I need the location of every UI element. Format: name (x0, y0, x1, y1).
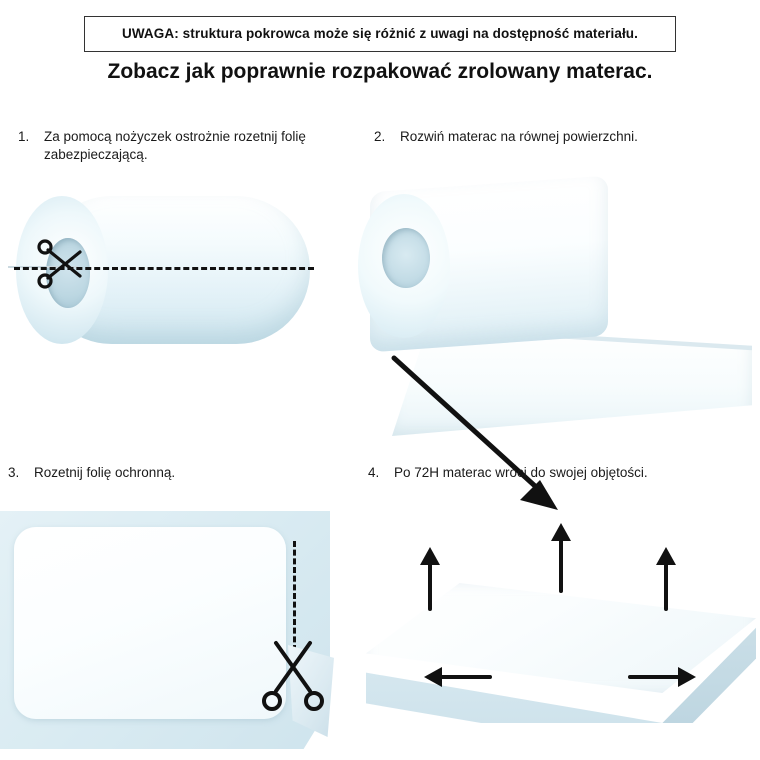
arrow-left-icon (422, 665, 492, 689)
illustration-unrolling-mattress (352, 176, 752, 436)
notice-text: UWAGA: struktura pokrowca może się różnić z uwagi na dostępność materiału. (121, 26, 638, 41)
step-2-header (374, 128, 744, 146)
scissors-icon (258, 633, 332, 717)
illustration-foil-cut (0, 505, 345, 755)
arrow-up-right-icon (654, 545, 678, 611)
notice-banner (84, 16, 676, 52)
illustration-rolled-mattress (8, 186, 338, 356)
illustration-expanding-mattress (366, 505, 756, 755)
step-1-number: 1. (18, 129, 30, 144)
page-title: Zobacz jak poprawnie rozpakować zrolowany materac. (107, 60, 653, 83)
step-4-number: 4. (368, 465, 380, 480)
arrow-right-icon (628, 665, 698, 689)
arrow-up-center-icon (549, 521, 573, 593)
step-4 (368, 464, 748, 482)
step-3-text: Rozetnij folię ochronną. (34, 465, 176, 480)
step-4-text: Po 72H materac wróci do swojej objętości. (394, 465, 648, 480)
step-3 (8, 464, 353, 482)
arrow-up-left-icon (418, 545, 442, 611)
flat-mattress (14, 527, 286, 719)
step-2-text: Rozwiń materac na równej powierzchni. (400, 129, 638, 144)
step-1 (18, 128, 358, 164)
step-3-header (8, 464, 353, 482)
step-2 (374, 128, 744, 146)
mattress-roll-hole (382, 228, 430, 288)
step-4-header (368, 464, 748, 482)
step-1-text: Za pomocą nożyczek ostrożnie rozetnij folię zabezpieczającą. (44, 129, 306, 163)
step-2-number: 2. (374, 129, 386, 144)
step-1-header (18, 128, 358, 164)
step-3-number: 3. (8, 465, 20, 480)
scissors-icon (34, 236, 90, 292)
